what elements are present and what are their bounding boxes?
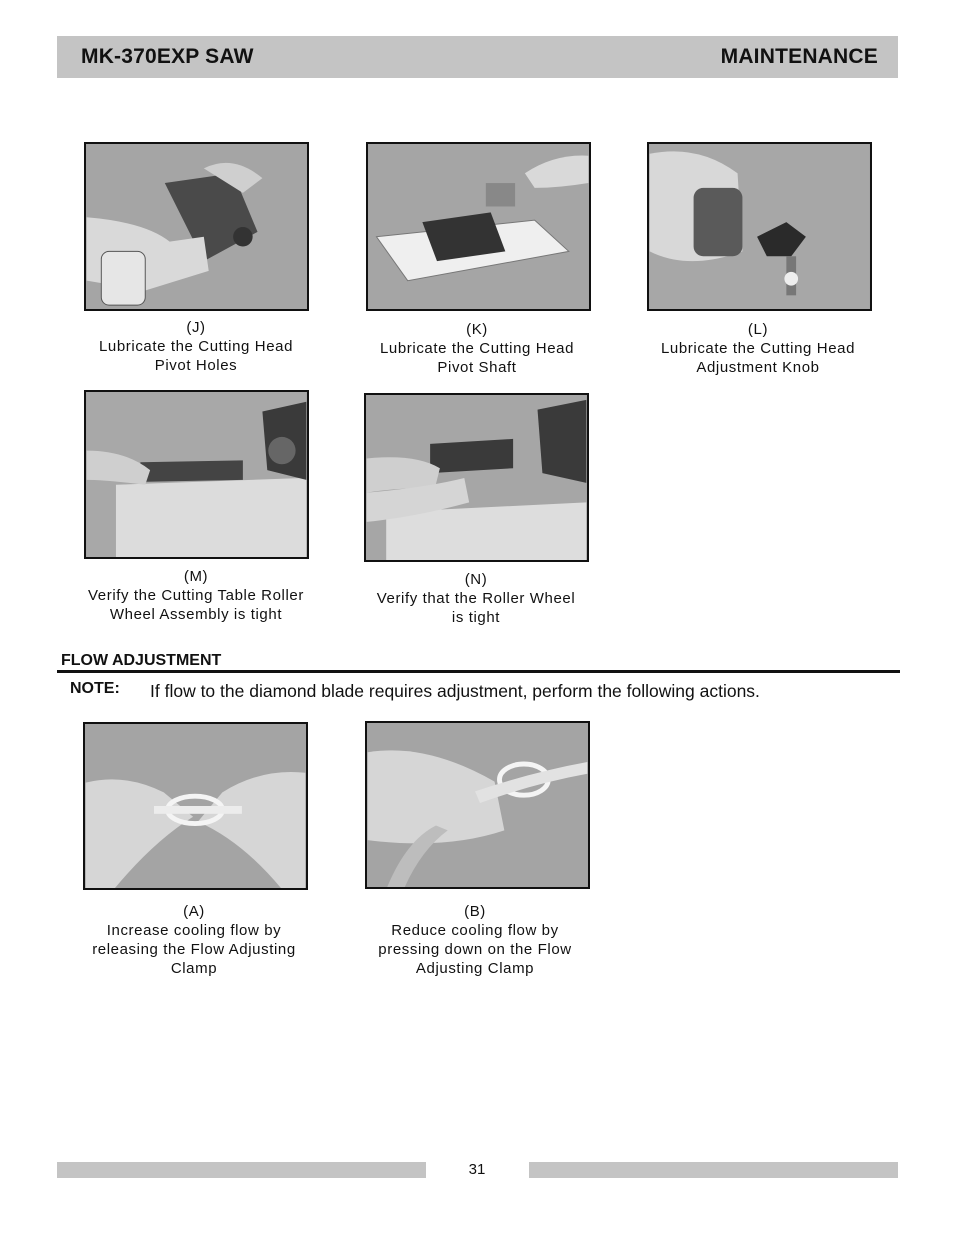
page-header <box>57 36 898 78</box>
flow-adjustment-heading: FLOW ADJUSTMENT <box>61 652 222 669</box>
photo-a-release-clamp <box>83 722 308 890</box>
caption-a: (A) Increase cooling flow by releasing the Flow Adjusting Clamp <box>92 903 296 977</box>
note-label: NOTE: <box>70 680 120 697</box>
photo-b-press-clamp <box>365 721 590 889</box>
page-number: 31 <box>468 1161 486 1178</box>
section-title: MAINTENANCE <box>720 45 878 68</box>
caption-n: (N) Verify that the Roller Wheel is tight <box>376 571 576 626</box>
photo-m-roller-wheel-assembly <box>84 390 309 559</box>
caption-m: (M) Verify the Cutting Table Roller Wheel Assembly is tight <box>88 568 304 623</box>
caption-l: (L) Lubricate the Cutting Head Adjustment Knob <box>660 321 856 376</box>
photo-k-pivot-shaft <box>366 142 591 311</box>
footer-bar-left <box>57 1162 426 1178</box>
product-title: MK-370EXP SAW <box>81 45 254 68</box>
caption-j: (J) Lubricate the Cutting Head Pivot Holes <box>98 319 294 374</box>
note-text: If flow to the diamond blade requires adjustment, perform the following actions. <box>150 681 760 701</box>
section-divider <box>57 670 900 673</box>
footer-bar-right <box>529 1162 898 1178</box>
photo-n-roller-wheel <box>364 393 589 562</box>
photo-j-pivot-holes <box>84 142 309 311</box>
caption-k: (K) Lubricate the Cutting Head Pivot Shaft <box>379 321 575 376</box>
caption-b: (B) Reduce cooling flow by pressing down on the Flow Adjusting Clamp <box>378 903 572 977</box>
photo-l-adjustment-knob <box>647 142 872 311</box>
